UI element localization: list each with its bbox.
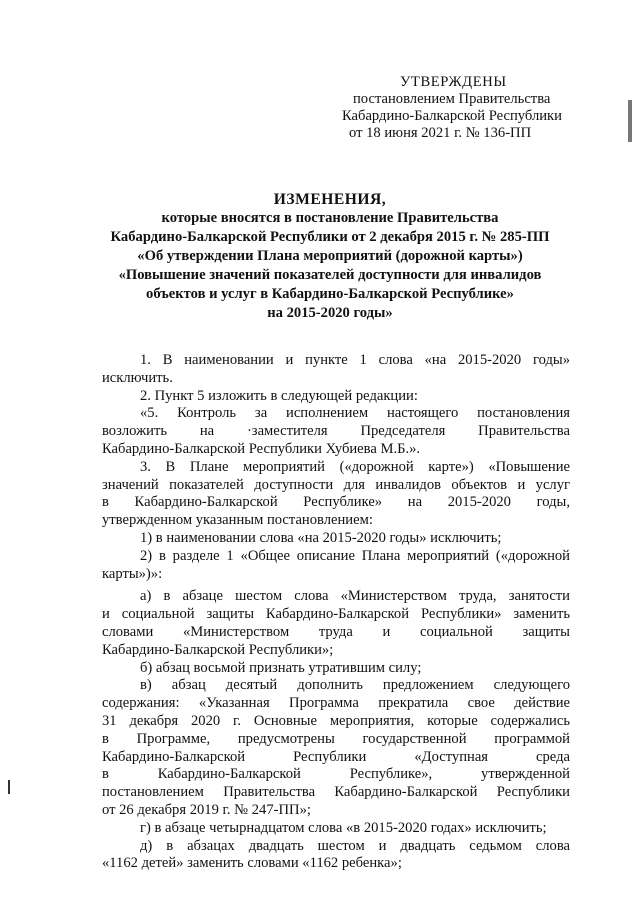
body-line: б) абзац восьмой признать утратившим силу; [140, 659, 422, 676]
body-line: возложить на ·заместителя Председателя Правительства [102, 423, 570, 440]
scan-edge-mark [628, 100, 632, 142]
title-line: которые вносятся в постановление Правительства [161, 210, 499, 226]
body-line: содержания: «Указанная Программа прекратила свое действие [102, 695, 570, 712]
body-line: в Кабардино-Балкарской Республике» на 2015-2020 годы, [102, 494, 570, 511]
body-line: 3. В Плане мероприятий («дорожной карте») «Повышение [140, 458, 570, 475]
body-line: 2. Пункт 5 изложить в следующей редакции: [140, 387, 418, 404]
scan-edge-mark [8, 780, 10, 794]
body-line: от 26 декабря 2019 г. № 247-ПП»; [102, 801, 311, 818]
body-line: 31 декабря 2020 г. Основные мероприятия, которые содержались [102, 712, 570, 729]
title-line: объектов и услуг в Кабардино-Балкарской Республике» [146, 286, 514, 302]
body-line: «1162 детей» заменить словами «1162 ребенка»; [102, 855, 402, 872]
body-line: «5. Контроль за исполнением настоящего постановления [140, 405, 570, 422]
approval-line: Кабардино-Балкарской Республики [342, 108, 562, 124]
approval-line: постановлением Правительства [353, 91, 551, 107]
body-line: постановлением Правительства Кабардино-Балкарской Республики [102, 784, 570, 801]
body-line: Кабардино-Балкарской Республики «Доступная среда [102, 748, 570, 765]
body-line: в Кабардино-Балкарской Республике», утвержденной [102, 766, 570, 783]
title-line: «Повышение значений показателей доступности для инвалидов [118, 267, 542, 283]
title-heading: ИЗМЕНЕНИЯ, [273, 191, 387, 208]
body-line: г) в абзаце четырнадцатом слова «в 2015-2020 годах» исключить; [140, 819, 547, 836]
body-line: Кабардино-Балкарской Республики Хубиева М.Б.». [102, 440, 421, 457]
title-line: «Об утверждении Плана мероприятий (дорожной карты») [137, 248, 523, 264]
approval-stamp [340, 74, 580, 142]
body-line: д) в абзацах двадцать шестом и двадцать седьмом слова [140, 837, 570, 854]
approval-line: от 18 июня 2021 г. № 136-ПП [349, 125, 532, 141]
body-line: в) абзац десятый дополнить предложением следующего [140, 677, 570, 694]
body-line: словами «Министерством труда и социальной защиты [102, 623, 570, 640]
body-line: утвержденном указанным постановлением: [102, 512, 373, 529]
title-line: Кабардино-Балкарской Республики от 2 декабря 2015 г. № 285-ПП [110, 229, 550, 245]
document-title [100, 190, 560, 323]
body-line: 2) в разделе 1 «Общее описание Плана мероприятий («дорожной [140, 547, 570, 564]
body-line: а) в абзаце шестом слова «Министерством труда, занятости [140, 588, 570, 605]
body-line: и социальной защиты Кабардино-Балкарской Республики» заменить [102, 606, 570, 623]
body-line: исключить. [102, 369, 173, 386]
approval-heading: УТВЕРЖДЕНЫ [400, 74, 507, 90]
body-line: Кабардино-Балкарской Республики»; [102, 641, 334, 658]
document-body [102, 352, 570, 873]
body-line: в Программе, предусмотрены государственной программой [102, 730, 570, 747]
title-line: на 2015-2020 годы» [267, 305, 393, 321]
body-line: значений показателей доступности для инвалидов объектов и услуг [102, 476, 570, 493]
body-line: карты»)»: [102, 565, 163, 582]
body-line: 1) в наименовании слова «на 2015-2020 годы» исключить; [140, 529, 502, 546]
body-line: 1. В наименовании и пункте 1 слова «на 2015-2020 годы» [140, 352, 570, 368]
